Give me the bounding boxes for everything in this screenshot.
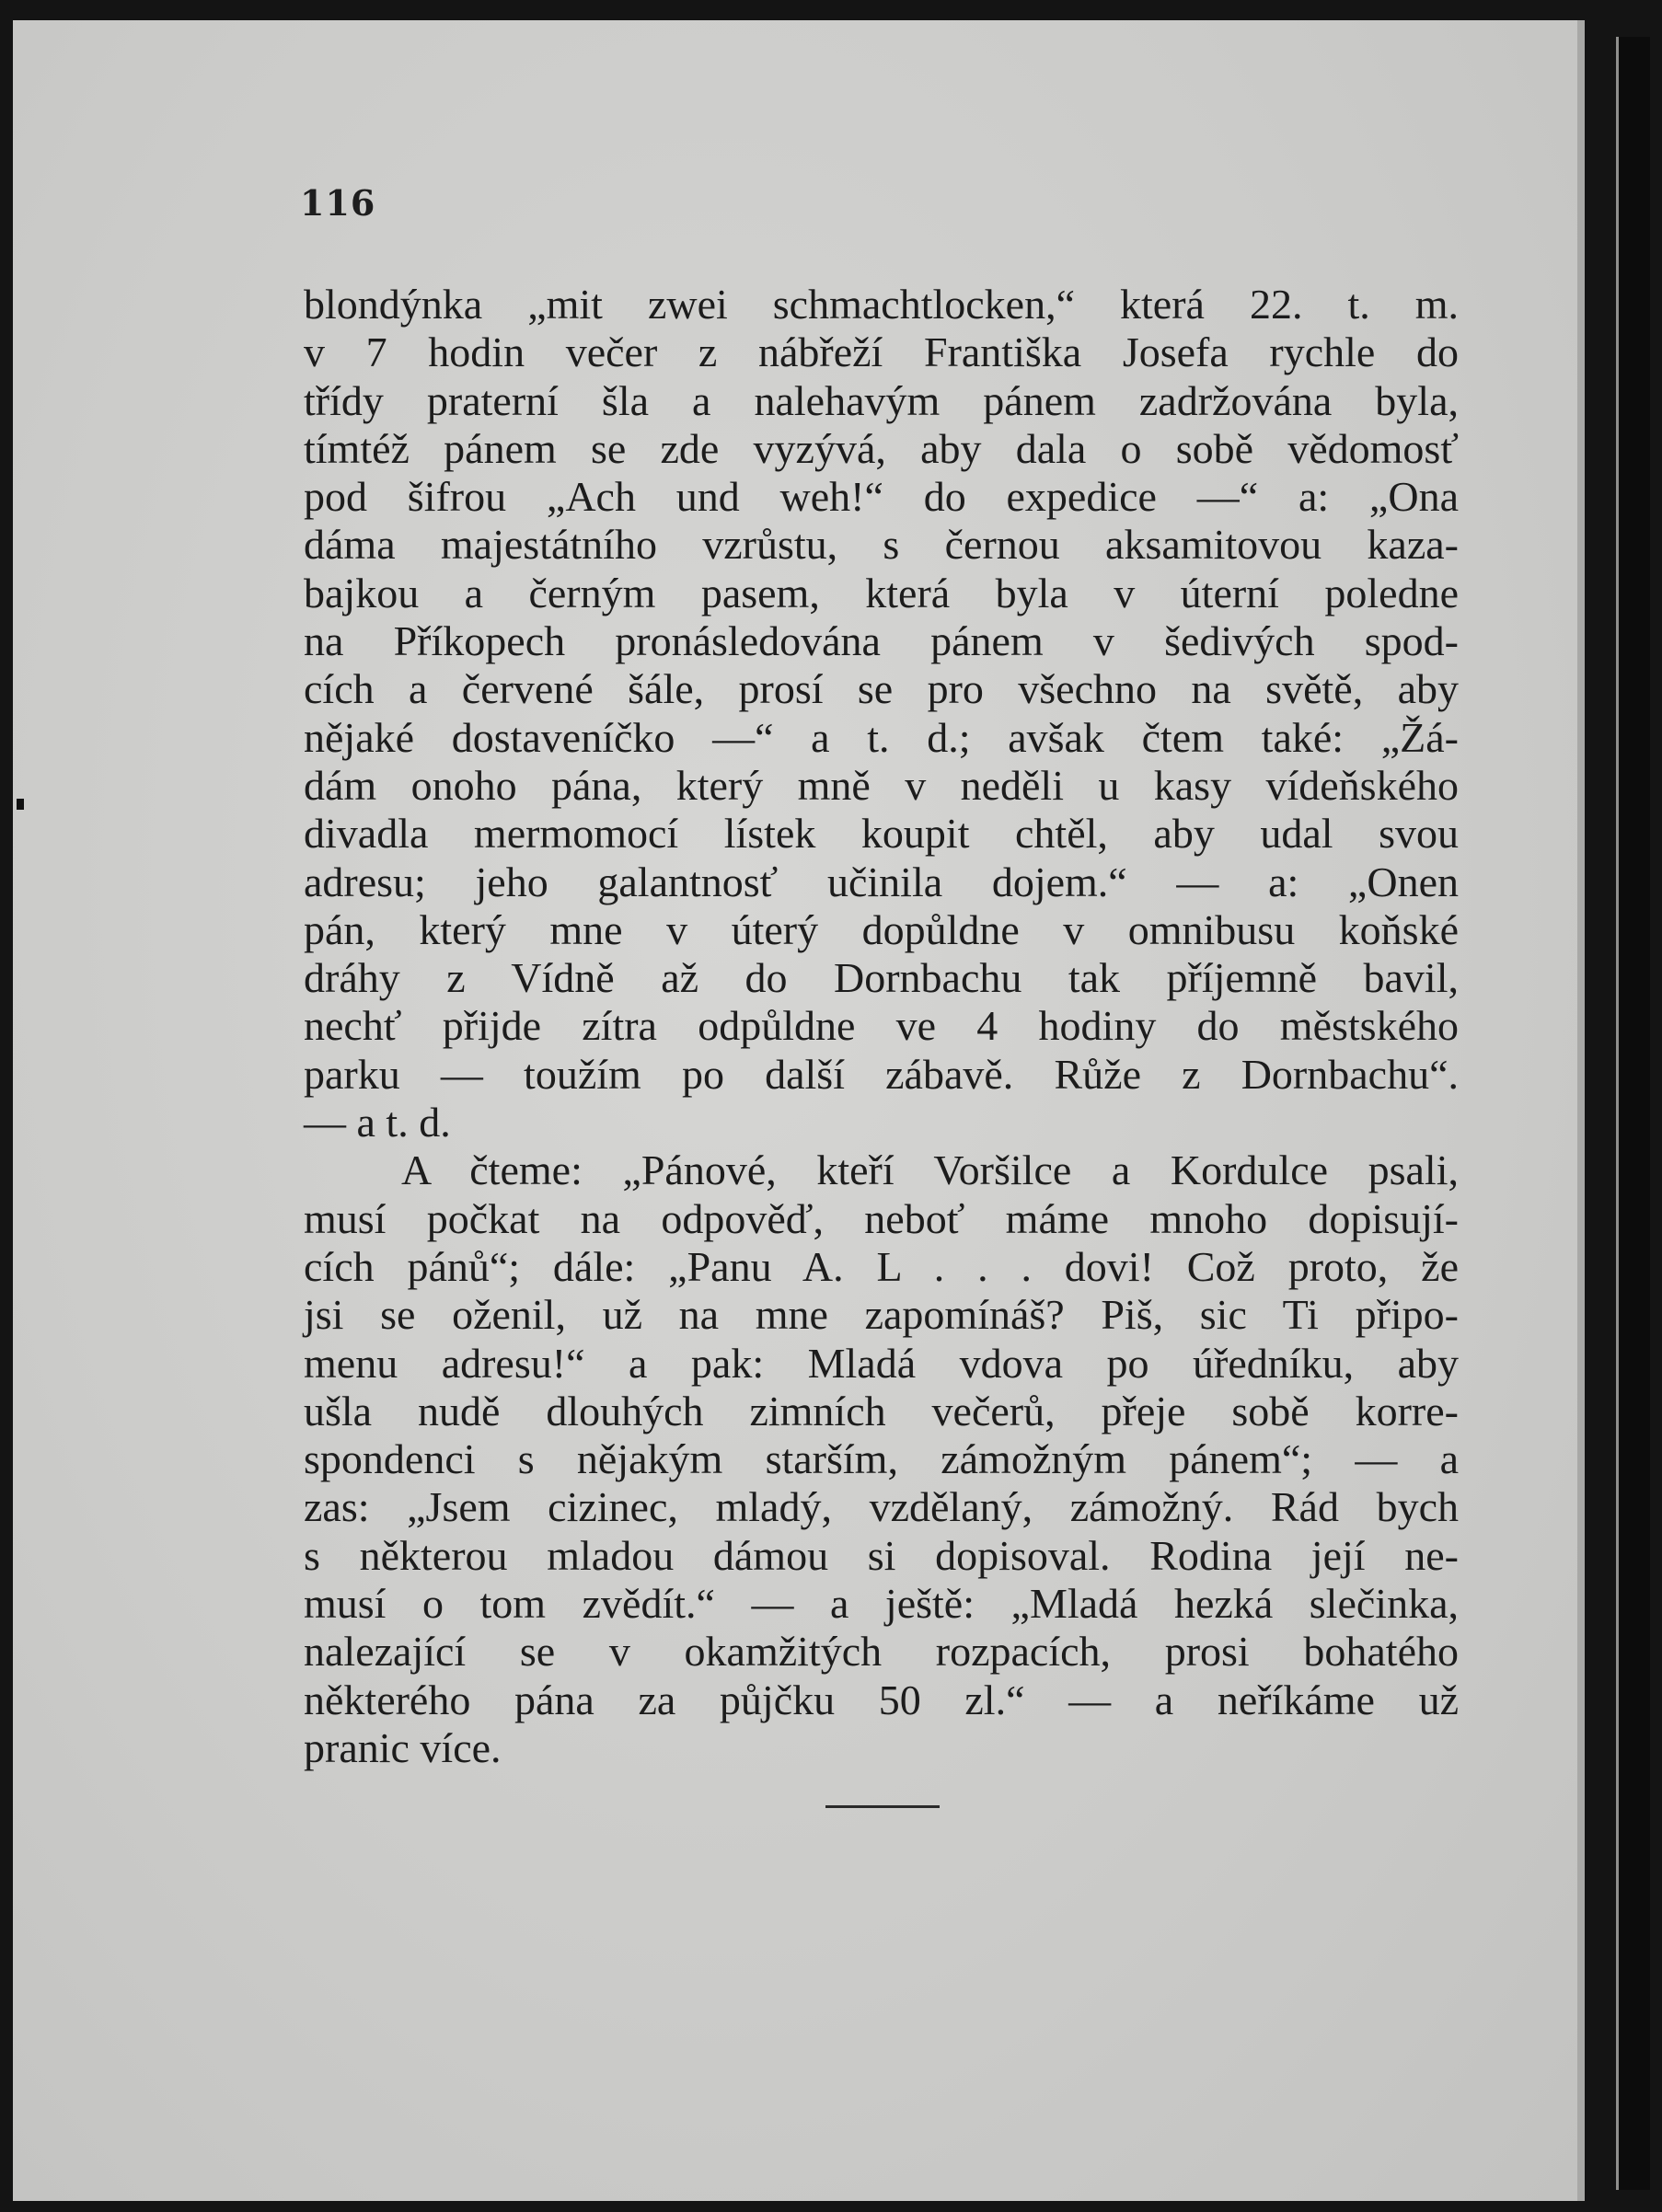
text-line: musí počkat na odpověď, neboť máme mnoho dopisují-	[304, 1194, 1459, 1242]
text-line: jsi se oženil, už na mne zapomínáš? Piš, sic Ti připo-	[304, 1291, 1459, 1339]
text-line: pán, který mne v úterý dopůldne v omnibusu koňské	[304, 905, 1459, 953]
text-line: cích a červené šále, prosí se pro všechno na světě, aby	[304, 665, 1459, 713]
text-line: parku — toužím po další zábavě. Růže z Dornbachu“.	[304, 1050, 1459, 1098]
text-line: zas: „Jsem cizinec, mladý, vzdělaný, zámožný. Rád bych	[304, 1483, 1459, 1531]
text-line: nalezající se v okamžitých rozpacích, prosi bohatého	[304, 1628, 1459, 1676]
text-line: nechť přijde zítra odpůldne ve 4 hodiny do městského	[304, 1002, 1459, 1050]
text-line: musí o tom zvědít.“ — a ještě: „Mladá hezká slečinka,	[304, 1580, 1459, 1628]
body-text	[304, 281, 1459, 1772]
text-line: dáma majestátního vzrůstu, s černou aksamitovou kaza-	[304, 521, 1459, 569]
text-line: na Příkopech pronásledována pánem v šedivých spod-	[304, 617, 1459, 665]
text-line: blondýnka „mit zwei schmachtlocken,“ která 22. t. m.	[304, 281, 1459, 328]
text-line-paragraph-end: — a t. d.	[304, 1099, 451, 1146]
text-line-paragraph-start: A čteme: „Pánové, kteří Voršilce a Kordulce psali,	[401, 1146, 1459, 1194]
adjacent-page-edge	[1616, 37, 1650, 2190]
text-line: menu adresu!“ a pak: Mladá vdova po úředníku, aby	[304, 1339, 1459, 1387]
text-line: s některou mladou dámou si dopisoval. Rodina její ne-	[304, 1531, 1459, 1579]
text-line: nějaké dostaveníčko —“ a t. d.; avšak čtem také: „Žá-	[304, 713, 1459, 761]
text-line: dám onoho pána, který mně v neděli u kasy vídeňského	[304, 761, 1459, 809]
page-number: 116	[300, 182, 376, 224]
text-line: spondenci s nějakým starším, zámožným pánem“; — a	[304, 1435, 1459, 1483]
text-line: bajkou a černým pasem, která byla v úterní poledne	[304, 569, 1459, 616]
text-line: divadla mermomocí lístek koupit chtěl, aby udal svou	[304, 810, 1459, 858]
page-edge	[1577, 20, 1585, 2201]
text-line: cích pánů“; dále: „Panu A. L . . . dovi! Což proto, že	[304, 1242, 1459, 1290]
text-line-final: pranic více.	[304, 1723, 502, 1771]
text-line: třídy praterní šla a nalehavým pánem zadržována byla,	[304, 376, 1459, 424]
section-end-rule	[825, 1805, 940, 1808]
margin-mark	[17, 799, 24, 810]
text-line: adresu; jeho galantnosť učinila dojem.“ — a: „Onen	[304, 858, 1459, 905]
text-line: tímtéž pánem se zde vyzývá, aby dala o sobě vědomosť	[304, 424, 1459, 472]
text-line: v 7 hodin večer z nábřeží Františka Josefa rychle do	[304, 328, 1459, 376]
text-line: pod šifrou „Ach und weh!“ do expedice —“ a: „Ona	[304, 473, 1459, 521]
text-line: ušla nudě dlouhých zimních večerů, přeje sobě korre-	[304, 1387, 1459, 1434]
text-line: dráhy z Vídně až do Dornbachu tak příjemně bavil,	[304, 954, 1459, 1002]
text-line: některého pána za půjčku 50 zl.“ — a neříkáme už	[304, 1676, 1459, 1723]
